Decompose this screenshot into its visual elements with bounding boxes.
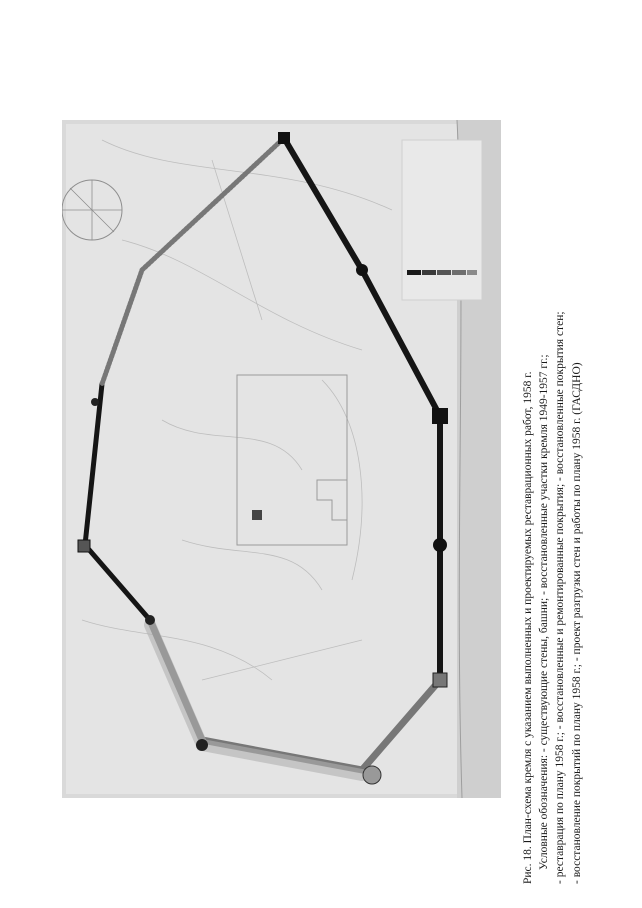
legend-swatch-3	[452, 270, 466, 275]
tower-square	[78, 540, 90, 552]
caption-title: Рис. 18. План-схема кремля с указанием выполненных и проектируемых реставрационных работ, 1958 г.	[522, 371, 534, 884]
figure-caption	[520, 264, 620, 884]
legend-box	[402, 140, 482, 300]
tower-corner-south	[433, 673, 447, 687]
legend-swatch-1	[422, 270, 436, 275]
legend	[402, 140, 482, 300]
tower-round	[196, 739, 208, 751]
caption-line-1: Условные обозначения: - существующие стены, башни; - восстановленные участки кремля 1949-1957 гг.;	[538, 354, 551, 870]
kremlin-plan-drawing	[62, 120, 501, 798]
tower-round	[145, 615, 155, 625]
tower-round	[356, 264, 368, 276]
legend-swatch-2	[437, 270, 451, 275]
legend-swatch-0	[407, 270, 421, 275]
compass-icon	[62, 180, 122, 240]
tower-round	[433, 538, 447, 552]
legend-swatch-4	[467, 270, 477, 275]
tower-round	[91, 398, 99, 406]
kremlin-plan-image	[62, 120, 501, 798]
cathedral-icon	[252, 510, 262, 520]
tower-round	[363, 766, 381, 784]
caption-line-2: - реставрация по плану 1958 г.; - восстановленные и ремонтированные покрытия; - восстановленные покрытия стен;	[554, 311, 567, 884]
tower-corner-north	[278, 132, 290, 144]
tower-large-square	[432, 408, 448, 424]
caption-line-3: - восстановление покрытий по плану 1958 г.; - проект разгрузки стен и работы по плану 1958 г. (ГАСДНО)	[570, 362, 583, 884]
